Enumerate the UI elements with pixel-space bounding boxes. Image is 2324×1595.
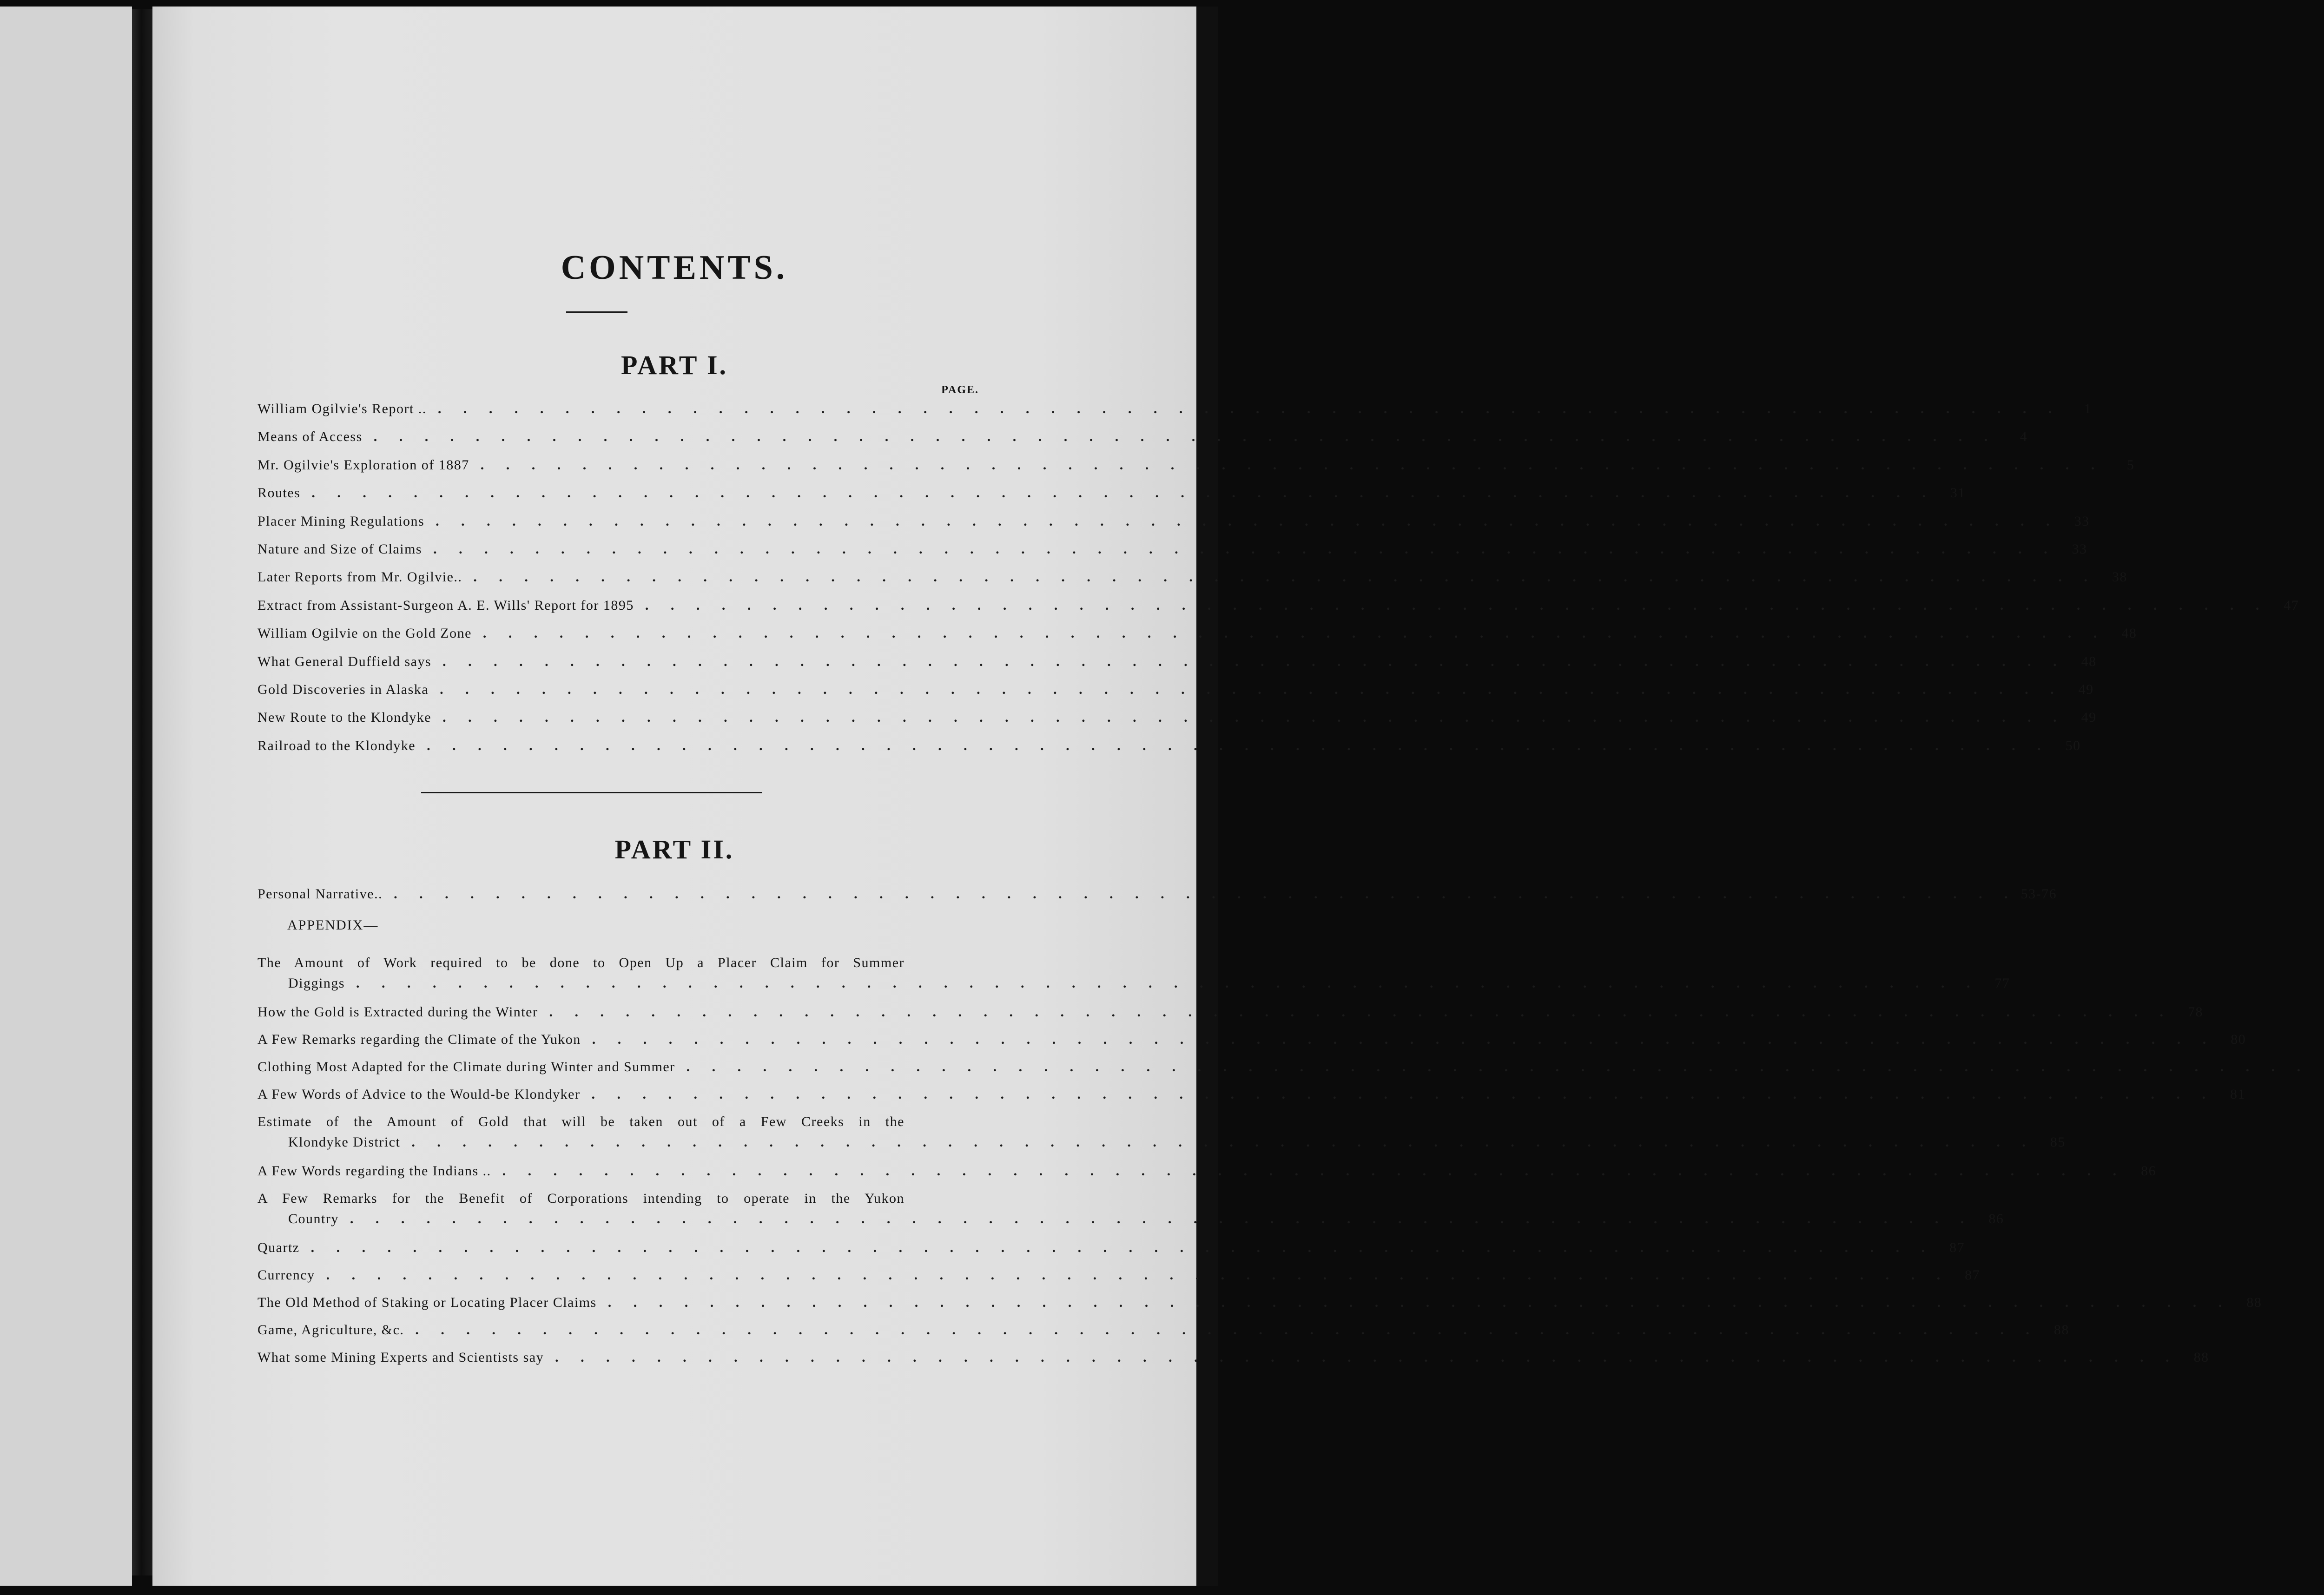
dot-leader: . . . . . . . . . . . . . . . . . . . . . . . . . . . . . . . . . . . . . . . . . . . . . . . . . . . . . . . . . . . . . . . . <box>442 654 2066 669</box>
toc-entry-title: The Old Method of Staking or Locating Placer Claims <box>257 1295 597 1310</box>
dot-leader: . . . . . . . . . . . . . . . . . . . . . . . . . . . . . . . . . . . . . . . . . . . . . . . . . . . . . . . . . . . . . . . . <box>645 598 2269 613</box>
toc-entry-page-number: 1 <box>2084 401 2092 416</box>
toc-entry-page-number: 87 <box>1965 1267 1981 1283</box>
toc-entry-title: William Ogilvie's Report .. <box>257 401 427 416</box>
dot-leader: . . . . . . . . . . . . . . . . . . . . . . . . . . . . . . . . . . . . . . . . . . . . . . . . . . . . . . . . . . . . . . . . <box>356 975 1980 991</box>
toc-entry-page-number: 88 <box>2053 1322 2069 1338</box>
dot-leader: . . . . . . . . . . . . . . . . . . . . . . . . . . . . . . . . . . . . . . . . . . . . . . . . . . . . . . . . . . . . . . . . <box>592 1032 2216 1047</box>
dot-leader: . . . . . . . . . . . . . . . . . . . . . . . . . . . . . . . . . . . . . . . . . . . . . . . . . . . . . . . . . . . . . . . . <box>373 429 1997 444</box>
dot-leader: . . . . . . . . . . . . . . . . . . . . . . . . . . . . . . . . . . . . . . . . . . . . . . . . . . . . . . . . . . . . . . . . <box>433 541 2057 557</box>
toc-entry-page-number: 86 <box>2141 1163 2157 1179</box>
dot-leader: . . . . . . . . . . . . . . . . . . . . . . . . . . . . . . . . . . . . . . . . . . . . . . . . . . . . . . . . . . . . . . . . <box>415 1322 2039 1338</box>
dot-leader: . . . . . . . . . . . . . . . . . . . . . . . . . . . . . . . . . . . . . . . . . . . . . . . . . . . . . . . . . . . . . . . . <box>591 1087 2215 1102</box>
toc-entry-page-number: 53-76 <box>2020 886 2057 902</box>
toc-entry-page-number: 38 <box>2112 569 2127 585</box>
toc-entry-page-number: 50 <box>2065 738 2081 753</box>
toc-entry <box>257 512 2090 531</box>
toc-entry <box>257 1085 2245 1104</box>
contents-page <box>152 7 2310 1586</box>
dot-leader: . . . . . . . . . . . . . . . . . . . . . . . . . . . . . . . . . . . . . . . . . . . . . . . . . . . . . . . . . . . . . . . . <box>311 485 1935 501</box>
dot-leader: . . . . . . . . . . . . . . . . . . . . . . . . . . . . . . . . . . . . . . . . . . . . . . . . . . . . . . . . . . . . . . . . <box>350 1211 1974 1226</box>
toc-entry <box>257 652 2097 671</box>
toc-entry-page-number: 77 <box>1994 975 2010 991</box>
toc-entry-page-number <box>2313 1058 2324 1076</box>
toc-entry <box>257 568 2127 587</box>
toc-entry-page-number: 48 <box>2081 654 2097 669</box>
part-divider-rule <box>421 792 762 793</box>
toc-entry <box>257 885 2057 903</box>
toc-entry-page-number: 31 <box>1950 485 1966 501</box>
toc-entry-page-number: 5 <box>2126 457 2135 473</box>
toc-entry-title: A Few Words regarding the Indians .. <box>257 1163 491 1179</box>
toc-entry-page-number: 48 <box>2121 626 2137 641</box>
toc-entry <box>257 1162 2157 1180</box>
toc-entry-page-number: 4 <box>2020 429 2028 444</box>
toc-entry <box>288 1133 2066 1152</box>
dot-leader: . . . . . . . . . . . . . . . . . . . . . . . . . . . . . . . . . . . . . . . . . . . . . . . . . . . . . . . . . . . . . . . . <box>442 710 2066 725</box>
toc-entry-page-number: 80 <box>2231 1032 2246 1047</box>
toc-entry-title: Means of Access <box>257 429 363 444</box>
toc-entry-page-number: 87 <box>1949 1240 1965 1255</box>
dot-leader: . . . . . . . . . . . . . . . . . . . . . . . . . . . . . . . . . . . . . . . . . . . . . . . . . . . . . . . . . . . . . . . . <box>310 1240 1934 1255</box>
toc-entry <box>257 540 2087 559</box>
dot-leader: . . . . . . . . . . . . . . . . . . . . . . . . . . . . . . . . . . . . . . . . . . . . . . . . . . . . . . . . . . . . . . . . <box>394 886 2017 902</box>
toc-entry-title: Game, Agriculture, &c. <box>257 1322 404 1338</box>
toc-entry-title: Nature and Size of Claims <box>257 541 423 557</box>
toc-entry <box>257 596 2299 615</box>
toc-entry-title: Railroad to the Klondyke <box>257 738 416 753</box>
book-gutter <box>132 9 152 1575</box>
toc-entry-title: Extract from Assistant-Surgeon A. E. Wills' Report for 1895 <box>257 598 634 613</box>
toc-entry-title: How the Gold is Extracted during the Winter <box>257 1004 538 1020</box>
dot-leader: . . . . . . . . . . . . . . . . . . . . . . . . . . . . . . . . . . . . . . . . . . . . . . . . . . . . . . . . . . . . . . . . <box>549 1004 2172 1020</box>
toc-entry-title: Diggings <box>288 975 345 991</box>
dot-leader: . . . . . . . . . . . . . . . . . . . . . . . . . . . . . . . . . . . . . . . . . . . . . . . . . . . . . . . . . . . . . . . . <box>473 569 2097 585</box>
toc-entry-page-number: 88 <box>2193 1350 2209 1365</box>
toc-entry-page-number: 33 <box>2074 514 2090 529</box>
toc-entry-title: Country <box>288 1211 339 1226</box>
dot-leader: . . . . . . . . . . . . . . . . . . . . . . . . . . . . . . . . . . . . . . . . . . . . . . . . . . . . . . . . . . . . . . . . <box>326 1267 1950 1283</box>
toc-entry <box>257 1058 2310 1076</box>
title-rule <box>566 311 627 313</box>
toc-entry-title: Personal Narrative.. <box>257 886 383 902</box>
toc-entry-title: Mr. Ogilvie's Exploration of 1887 <box>257 457 469 473</box>
dot-leader: . . . . . . . . . . . . . . . . . . . . . . . . . . . . . . . . . . . . . . . . . . . . . . . . . . . . . . . . . . . . . . . . <box>437 401 2061 416</box>
toc-entry <box>288 974 2010 993</box>
part-2-heading: PART II. <box>614 834 734 864</box>
toc-entry <box>257 1239 1965 1257</box>
dot-leader: . . . . . . . . . . . . . . . . . . . . . . . . . . . . . . . . . . . . . . . . . . . . . . . . . . . . . . . . . . . . . . . . <box>427 738 2050 753</box>
toc-entry <box>257 1266 1981 1285</box>
toc-entry-title: Later Reports from Mr. Ogilvie.. <box>257 569 462 585</box>
toc-entry-title-line: Estimate of the Amount of Gold that will be taken out of a Few Creeks in the <box>257 1114 905 1129</box>
toc-entry-title-line: A Few Remarks for the Benefit of Corporations intending to operate in the Yukon <box>257 1191 905 1206</box>
facing-page-edge <box>0 7 132 1586</box>
toc-entry <box>257 1348 2209 1367</box>
toc-entry-page-number: 33 <box>2072 541 2087 557</box>
toc-entry-page-number: 81 <box>2230 1087 2245 1102</box>
toc-entry <box>257 1321 2069 1339</box>
toc-entry <box>257 484 1966 502</box>
appendix-heading: APPENDIX— <box>287 917 379 933</box>
toc-entry <box>257 1003 2203 1022</box>
toc-entry-page-number: 78 <box>2187 1004 2203 1020</box>
toc-entry-title: Placer Mining Regulations <box>257 514 425 529</box>
toc-entry-title: A Few Remarks regarding the Climate of the Yukon <box>257 1032 581 1047</box>
toc-entry-title: Routes <box>257 485 301 501</box>
dot-leader: . . . . . . . . . . . . . . . . . . . . . . . . . . . . . . . . . . . . . . . . . . . . . . . . . . . . . . . . . . . . . . . . <box>440 682 2063 697</box>
toc-entry-title: Clothing Most Adapted for the Climate during Winter and Summer <box>257 1059 675 1074</box>
dot-leader: . . . . . . . . . . . . . . . . . . . . . . . . . . . . . . . . . . . . . . . . . . . . . . . . . . . . . . . . . . . . . . . . <box>482 626 2106 641</box>
toc-entry-title: William Ogilvie on the Gold Zone <box>257 626 472 641</box>
toc-entry-page-number: 49 <box>2081 710 2097 725</box>
toc-entry <box>257 400 2092 418</box>
toc-entry-page-number: 86 <box>1988 1211 2004 1226</box>
toc-entry <box>257 737 2081 755</box>
toc-entry <box>257 680 2094 699</box>
toc-entry-page-number: 49 <box>2078 682 2094 697</box>
dot-leader: . . . . . . . . . . . . . . . . . . . . . . . . . . . . . . . . . . . . . . . . . . . . . . . . . . . . . . . . . . . . . . . . <box>555 1350 2179 1365</box>
toc-entry-title: What some Mining Experts and Scientists say <box>257 1350 544 1365</box>
dot-leader: . . . . . . . . . . . . . . . . . . . . . . . . . . . . . . . . . . . . . . . . . . . . . . . . . . . . . . . . . . . . . . . . <box>686 1059 2310 1074</box>
toc-entry-page-number: 88 <box>2246 1295 2262 1310</box>
toc-entry <box>288 1210 2004 1228</box>
dot-leader: . . . . . . . . . . . . . . . . . . . . . . . . . . . . . . . . . . . . . . . . . . . . . . . . . . . . . . . . . . . . . . . . <box>502 1163 2126 1179</box>
toc-entry <box>257 624 2137 643</box>
toc-entry-title: Currency <box>257 1267 315 1283</box>
dot-leader: . . . . . . . . . . . . . . . . . . . . . . . . . . . . . . . . . . . . . . . . . . . . . . . . . . . . . . . . . . . . . . . . <box>607 1295 2232 1310</box>
dot-leader: . . . . . . . . . . . . . . . . . . . . . . . . . . . . . . . . . . . . . . . . . . . . . . . . . . . . . . . . . . . . . . . . <box>436 514 2059 529</box>
toc-entry-title: New Route to the Klondyke <box>257 710 432 725</box>
toc-entry-page-number: 85 <box>2050 1134 2066 1150</box>
toc-entry <box>257 1293 2262 1312</box>
page-title: CONTENTS. <box>561 249 788 287</box>
toc-entry <box>257 1030 2246 1049</box>
part-1-heading: PART I. <box>621 350 728 380</box>
toc-entry-title: Klondyke District <box>288 1134 401 1150</box>
toc-entry-title: Gold Discoveries in Alaska <box>257 682 429 697</box>
toc-entry-title-line: The Amount of Work required to be done to Open Up a Placer Claim for Summer <box>257 955 905 970</box>
toc-entry <box>257 428 2028 446</box>
dot-leader: . . . . . . . . . . . . . . . . . . . . . . . . . . . . . . . . . . . . . . . . . . . . . . . . . . . . . . . . . . . . . . . . <box>411 1134 2035 1150</box>
dot-leader: . . . . . . . . . . . . . . . . . . . . . . . . . . . . . . . . . . . . . . . . . . . . . . . . . . . . . . . . . . . . . . . . <box>480 457 2104 473</box>
toc-entry <box>257 708 2097 727</box>
toc-entry-title: Quartz <box>257 1240 300 1255</box>
page-column-label: PAGE. <box>941 384 979 396</box>
toc-entry-title: What General Duffield says <box>257 654 432 669</box>
toc-entry-page-number: 47 <box>2284 598 2299 613</box>
toc-entry-title: A Few Words of Advice to the Would-be Klondyker <box>257 1087 581 1102</box>
toc-entry <box>257 456 2135 475</box>
